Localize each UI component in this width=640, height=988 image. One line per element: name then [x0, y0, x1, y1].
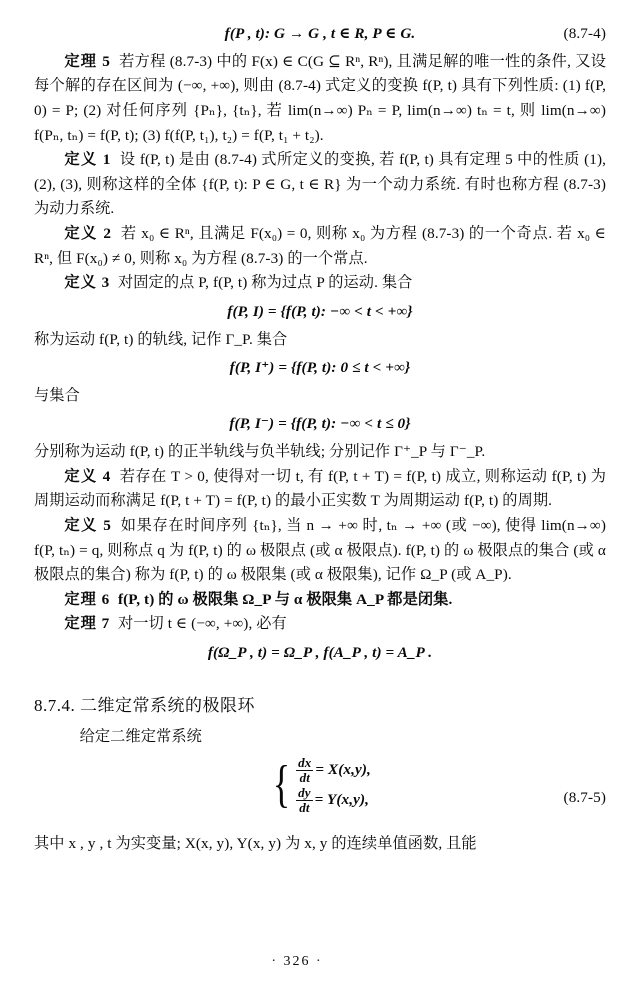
definition-1-paragraph: [34, 148, 606, 222]
definition-4-label: 定义 4: [64, 467, 112, 485]
theorem-5-paragraph: [34, 50, 606, 149]
equation-orbit-full: [34, 300, 606, 325]
equation-orbit-negative: [34, 412, 606, 437]
closing-paragraph: 其中 x , y , t 为实变量; X(x, y), Y(x, y) 为 x, y 的连续单值函数, 且能: [34, 834, 477, 852]
page-number: · 326 ·: [271, 954, 323, 970]
equation-8-7-4-number: (8.7-4): [563, 25, 606, 42]
system-equation-2: [294, 785, 371, 815]
definition-5-label: 定义 5: [64, 516, 112, 534]
derivative-dy-dt: [296, 786, 312, 814]
theorem-6-text: f(P, t) 的 ω 极限集 Ω_P 与 α 极限集 A_P 都是闭集.: [117, 590, 453, 608]
derivative-dx-numerator: dx: [298, 755, 312, 771]
equation-theorem-7: [34, 641, 606, 666]
theorem-6-paragraph: [34, 588, 606, 613]
definition-2-paragraph: [34, 222, 606, 271]
equation-orbit-full-body: f(P, I) = {f(P, t): −∞ < t < +∞}: [227, 302, 413, 320]
equation-8-7-4-body: f(P , t): G → G , t ∈ R, P ∈ G.: [224, 25, 416, 42]
equation-8-7-4: [34, 22, 606, 47]
definition-2-text: 若 x₀ ∈ Rⁿ, 且满足 F(x₀) = 0, 则称 x₀ 为方程 (8.7-3) 的一个奇点. 若 x₀ ∈ Rⁿ, 但 F(x₀) ≠ 0, 则称 x₀ 为方程 (8.7-3) 的一个常点.: [34, 225, 607, 267]
definition-3-after-2: 与集合: [34, 386, 80, 404]
derivative-dy-numerator: dy: [298, 785, 311, 801]
section-title: 二维定常系统的极限环: [80, 695, 255, 715]
equation-orbit-negative-body: f(P, I⁻) = {f(P, t): −∞ < t ≤ 0}: [229, 415, 411, 433]
definition-1-text: 设 f(P, t) 是由 (8.7-4) 式所定义的变换, 若 f(P, t) 具有定理 5 中的性质 (1), (2), (3), 则称这样的全体 {f(P, t): P ∈ G, t ∈ R} 为一个动力系统. 有时也称方程 (8.7-3) 为动力系统.: [34, 151, 607, 218]
definition-4-paragraph: [34, 465, 606, 514]
theorem-7-paragraph: [34, 612, 606, 637]
definition-5-paragraph: [34, 514, 606, 588]
system-equation-1: [294, 755, 371, 785]
equation-orbit-positive-body: f(P, I⁺) = {f(P, t): 0 ≤ t < +∞}: [229, 359, 411, 377]
page-footer: [0, 951, 640, 974]
derivative-dx-denominator: dt: [299, 769, 310, 785]
definition-3-after-3: 分别称为运动 f(P, t) 的正半轨线与负半轨线; 分别记作 Γ⁺_P 与 Γ⁻_P.: [34, 443, 486, 460]
system-8-7-5: [34, 754, 606, 828]
theorem-7-text: 对一切 t ∈ (−∞, +∞), 必有: [117, 615, 287, 633]
section-number: 8.7.4.: [34, 695, 76, 715]
equation-8-7-5-number: (8.7-5): [563, 788, 606, 806]
theorem-5-label: 定理 5: [64, 52, 111, 70]
equation-theorem-7-body: f(Ω_P , t) = Ω_P , f(A_P , t) = A_P .: [207, 644, 433, 661]
theorem-7-label: 定理 7: [64, 615, 111, 633]
definition-3-paragraph: [34, 271, 606, 296]
definition-1-label: 定义 1: [64, 151, 112, 169]
definition-2-label: 定义 2: [64, 225, 112, 242]
derivative-dx-dt: [296, 756, 313, 784]
definition-3-text: 对固定的点 P, f(P, t) 称为过点 P 的运动. 集合: [117, 274, 413, 292]
definition-3-label: 定义 3: [64, 274, 111, 292]
system-equation-2-rhs: = Y(x,y),: [314, 790, 370, 808]
derivative-dy-denominator: dt: [299, 799, 310, 815]
given-system-note: 给定二维定常系统: [79, 728, 202, 746]
section-heading: [34, 692, 606, 720]
definition-3-after-1: 称为运动 f(P, t) 的轨线, 记作 Γ_P. 集合: [34, 330, 288, 348]
definition-5-text: 如果存在时间序列 {tₙ}, 当 n → +∞ 时, tₙ → +∞ (或 −∞), 使得 lim(n→∞) f(P, tₙ) = q, 则称点 q 为 f(P, t) 的 ω 极限点 (或 α 极限点). f(P, t) 的 ω 极限点的集合 (或 α 极限点的集合) 称为 f(P, t) 的 ω 极限集 (或 α 极限集), 记作 Ω_P (或 A_P).: [34, 516, 607, 584]
theorem-5-text: 若方程 (8.7-3) 中的 F(x) ∈ C(G ⊆ Rⁿ, Rⁿ), 且满足解的唯一性的条件, 又设每个解的存在区间为 (−∞, +∞), 则由 (8.7-4) 式定义的变换 f(P, t) 具有下列性质: (1) f(P, 0) = P; (2) 对任何序列 {Pₙ}, {tₙ}, 若 lim(n→∞) Pₙ = P, lim(n→∞) tₙ = t, 则 lim(n→∞) f(Pₙ, tₙ) = f(P, t); (3) f(f(P, t₁), t₂) = f(P, t₁ + t₂).: [34, 52, 607, 144]
theorem-6-label: 定理 6: [64, 590, 111, 608]
definition-4-text: 若存在 T > 0, 使得对一切 t, 有 f(P, t + T) = f(P, t) 成立, 则称运动 f(P, t) 为周期运动而称满足 f(P, t + T) = f(P, t) 的最小正实数 T 为周期运动 f(P, t) 的周期.: [34, 467, 607, 510]
equation-orbit-positive: [34, 356, 606, 381]
system-equation-1-rhs: = X(x,y),: [315, 760, 371, 778]
system-brace: {: [272, 755, 291, 813]
